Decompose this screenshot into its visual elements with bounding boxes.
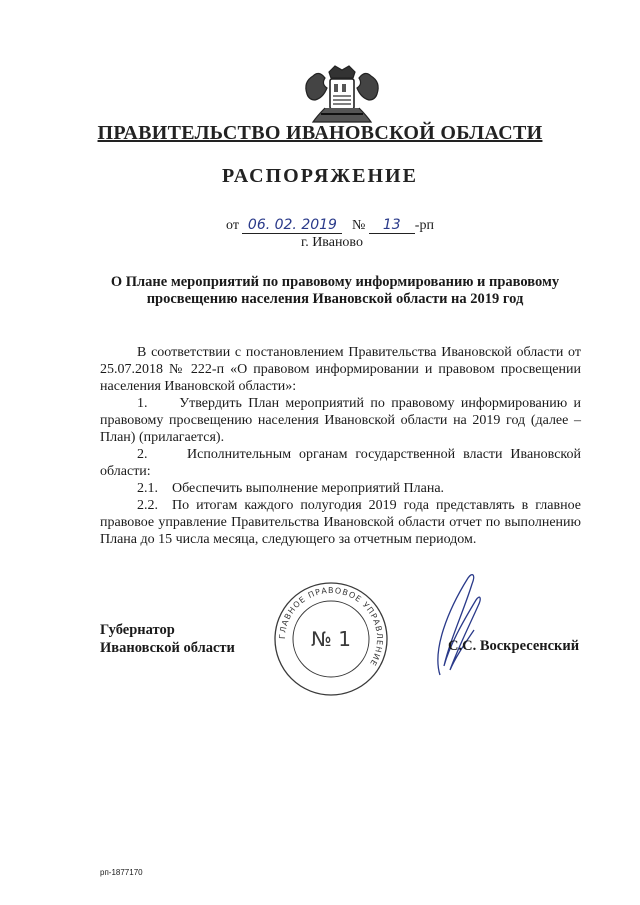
paragraph-1: 1. Утвердить План мероприятий по правовому информированию и правовому просвещению населения Ивановской области на 2019 год (далее – План) (прилагается). <box>100 396 581 445</box>
paragraph-2: 2. Исполнительным органам государственной власти Ивановской области: <box>100 447 581 479</box>
coat-of-arms-icon <box>301 64 383 126</box>
official-stamp <box>272 580 390 698</box>
stamp-outer-text: ГЛАВНОЕ ПРАВОВОЕ УПРАВЛЕНИЕ <box>277 585 385 668</box>
order-number: 13 <box>369 218 415 234</box>
order-suffix: -рп <box>414 218 434 233</box>
preamble-paragraph: В соответствии с постановлением Правительства Ивановской области от 25.07.2018 № 222-п «О правовом информировании и правовом просвещении населения Ивановской области»: <box>100 345 581 394</box>
order-date: 06. 02. 2019 <box>242 218 342 234</box>
handwritten-signature <box>410 570 490 680</box>
stamp-center-text: № 1 <box>311 627 351 651</box>
number-label: № <box>351 218 366 233</box>
city: г. Иваново <box>301 235 363 250</box>
document-type-title: РАСПОРЯЖЕНИЕ <box>222 165 418 187</box>
paragraph-2-1: 2.1. Обеспечить выполнение мероприятий Плана. <box>137 481 445 496</box>
position-line-2: Ивановской области <box>100 640 235 656</box>
paragraph-2-2: 2.2. По итогам каждого полугодия 2019 года представлять в главное правовое управление Правительства Ивановской области отчет по выполнению Плана до 15 числа месяца, следующего за отчетным периодом. <box>100 498 581 547</box>
document-subject: О Плане мероприятий по правовому информированию и правовому просвещению населения Ивановской области на 2019 год <box>110 274 560 307</box>
order-date-line <box>226 218 434 234</box>
signatory-name: С.С. Воскресенский <box>448 638 580 654</box>
position-line-1: Губернатор <box>100 622 175 638</box>
signatory-position <box>100 621 235 657</box>
government-title: ПРАВИТЕЛЬСТВО ИВАНОВСКОЙ ОБЛАСТИ <box>97 122 543 144</box>
from-label: от <box>226 218 239 233</box>
document-code: рп-1877170 <box>100 868 143 877</box>
